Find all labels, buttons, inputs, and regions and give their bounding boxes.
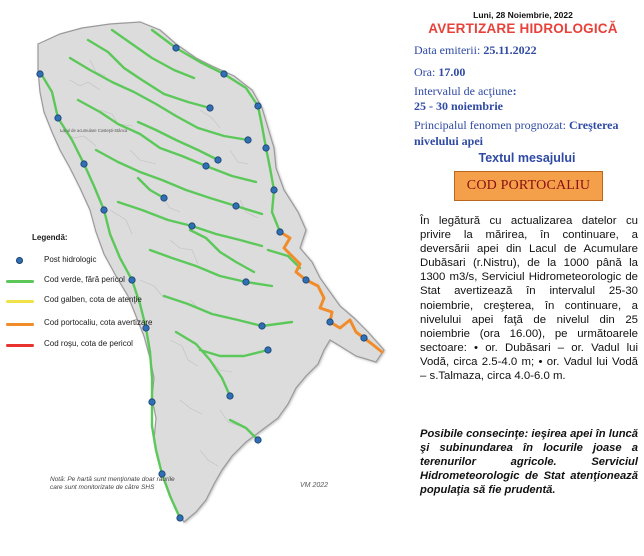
yellow-line-icon xyxy=(6,300,34,303)
emission-date-row: Data emiterii: 25.11.2022 xyxy=(414,43,537,57)
station-marker xyxy=(101,207,107,213)
legend-item-station: Post hidrologic xyxy=(6,255,196,267)
message-body: În legătură cu actualizarea datelor cu privire la mărirea, în continuare, a deversării apei din Lacul de Acumulare Dubăsari (r.Nistru), de la 1000 până la 1300 m3/s, Serviciul Hidrometeorologic de Stat avertizează în intervalul 25-30 noiembrie, creşterea, în continuare, a nivelului apei faţă de nivelul din 25 noiembrie (ora 16.00), pe următoarele sectoare: • or. Dubăsari – or. Vadul lui Vodă, circa 2.5-4.0 m; • or. Vadul lui Vodă – s.Talmaza, circa 4.0-6.0 m. xyxy=(420,215,638,383)
station-marker xyxy=(303,277,309,283)
station-marker xyxy=(233,203,239,209)
station-marker xyxy=(277,229,283,235)
station-marker xyxy=(203,163,209,169)
phenomenon-row: Principalul fenomen prognozat: Creşterea xyxy=(414,118,619,132)
station-marker xyxy=(37,71,43,77)
legend-item-orange: Cod portocaliu, cota avertizare xyxy=(6,318,196,330)
message-header: Textul mesajului xyxy=(478,151,576,165)
station-marker xyxy=(259,323,265,329)
page-title: AVERTIZARE HIDROLOGICĂ xyxy=(428,21,618,36)
station-marker xyxy=(207,105,213,111)
station-marker xyxy=(161,195,167,201)
info-panel xyxy=(410,0,644,556)
red-line-icon xyxy=(6,344,34,347)
consequences-text: Posibile consecinţe: ieşirea apei în luncă şi subinundarea în locurile joase a terenurilor agricole. Serviciul Hidrometeorologic de Stat atenţionează populaţia să fie prudentă. xyxy=(420,428,638,496)
legend-item-yellow: Cod galben, cota de atenţie xyxy=(6,295,196,307)
station-marker xyxy=(243,279,249,285)
station-marker xyxy=(215,157,221,163)
station-dot-icon xyxy=(16,257,23,264)
interval-value: 25 - 30 noiembrie xyxy=(414,99,503,113)
station-marker xyxy=(173,45,179,51)
station-marker xyxy=(227,393,233,399)
orange-line-icon xyxy=(6,323,34,326)
map-note: Notă: Pe hartă sunt menţionate doar râurile care sunt monitorizate de către SHS xyxy=(50,476,175,492)
map-signature: VM 2022 xyxy=(300,482,329,489)
station-marker xyxy=(177,515,183,521)
station-marker xyxy=(361,335,367,341)
station-marker xyxy=(149,399,155,405)
station-marker xyxy=(327,319,333,325)
interval-label: Intervalul de acţiune: xyxy=(414,84,517,98)
phenomenon-value: nivelului apei xyxy=(414,134,484,148)
legend-item-green: Cod verde, fără pericol xyxy=(6,275,196,287)
station-marker xyxy=(221,71,227,77)
station-marker xyxy=(189,223,195,229)
station-marker xyxy=(245,137,251,143)
emission-hour-row: Ora: 17.00 xyxy=(414,65,466,79)
station-marker xyxy=(255,437,261,443)
legend-title: Legendă: xyxy=(32,233,68,242)
station-marker xyxy=(81,161,87,167)
page-date: Luni, 28 Noiembrie, 2022 xyxy=(473,10,573,20)
station-marker xyxy=(263,145,269,151)
station-caption: Lacul de acumulare Costeşti-Stânca xyxy=(60,128,128,133)
station-marker xyxy=(255,103,261,109)
code-badge: COD PORTOCALIU xyxy=(454,171,603,201)
green-line-icon xyxy=(6,280,34,283)
legend-item-red: Cod roşu, cota de pericol xyxy=(6,339,196,351)
station-marker xyxy=(265,347,271,353)
station-marker xyxy=(55,115,61,121)
station-marker xyxy=(271,187,277,193)
